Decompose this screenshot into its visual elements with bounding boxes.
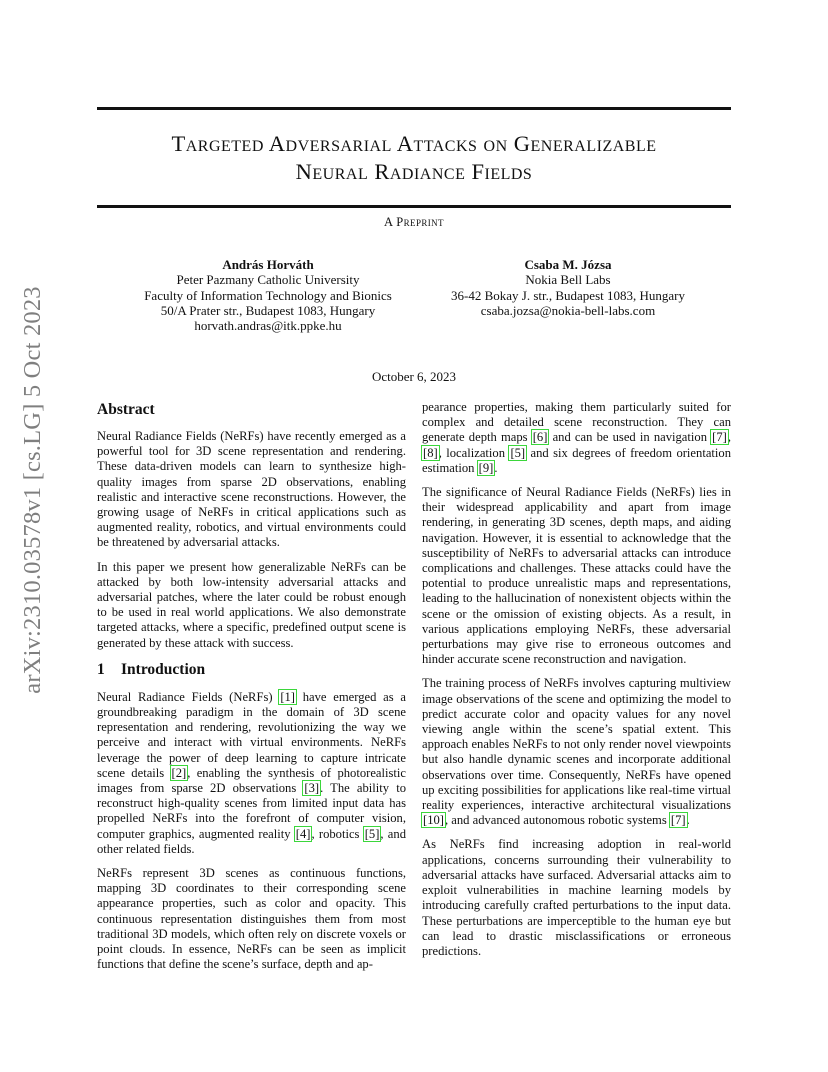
body-paragraph: [422, 676, 731, 828]
author-email: csaba.jozsa@nokia-bell-labs.com: [480, 302, 656, 318]
text-run: and can be used in navigation: [548, 430, 712, 445]
citation-link[interactable]: [7]: [712, 430, 727, 445]
body-paragraph: As NeRFs find increasing adoption in real-world applications, concerns surrounding their vulnerability to adversarial attacks have surfaced. Adversarial attacks aim to exploit vulnerabilities in machine learning models by introducing carefully crafted perturbations to the input data. These perturbations are imperceptible to the human eye but can lead to drastic misclassifications or erroneous predictions.: [422, 837, 731, 958]
section-number: 1: [97, 660, 105, 678]
text-run: , enabling the synthesis of photorealistic images from sparse 2D observations: [97, 765, 406, 796]
paper-title: [97, 130, 731, 186]
text-run: and six degrees of freedom orientation estimation: [422, 445, 731, 475]
author-address: 50/A Prater str., Budapest 1083, Hungary: [160, 302, 376, 318]
author-name: András Horváth: [222, 257, 314, 272]
citation-link[interactable]: [4]: [295, 826, 311, 841]
body-paragraph: The significance of Neural Radiance Fields (NeRFs) lies in their widespread applicability and apart from image rendering, in generating 3D scenes, depth maps, and aiding navigation. However, it is essential to acknowledge that the susceptibility of NeRFs to adversarial attacks can introduce complications and challenges. These attacks could have the potential to produce unrealistic maps and representations, leading to the hallucination of nonexistent objects within the scene or the omission of existing objects. As a result, in various applications employing NeRFs, these adversarial perturbations may give rise to erroneous outcomes and hinder accurate scene reconstruction and navigation.: [422, 485, 731, 667]
citation-link[interactable]: [9]: [478, 460, 494, 475]
abstract-paragraph: Neural Radiance Fields (NeRFs) have recently emerged as a powerful tool for 3D scene representation and rendering. These data-driven models can learn to synthesize high-quality images from sparse 2D observations, enabling realistic and interactive scene reconstructions. However, the growing usage of NeRFs in critical applications such as augmented reality, robotics, and virtual environments could be threatened by adversarial attacks.: [97, 429, 406, 550]
citation-link[interactable]: [7]: [670, 813, 686, 828]
citation-link[interactable]: [2]: [171, 765, 187, 780]
text-run: .: [686, 813, 690, 828]
text-run: , localization: [438, 445, 510, 460]
text-run: Neural Radiance Fields (NeRFs): [97, 689, 280, 704]
text-run: ,: [727, 430, 731, 445]
citation-link[interactable]: [3]: [304, 781, 320, 796]
section-heading-introduction: [97, 660, 406, 680]
arxiv-identifier: arXiv:2310.03578v1 [cs.LG] 5 Oct 2023: [19, 286, 46, 694]
author-affiliation: Peter Pazmany Catholic University: [176, 272, 360, 288]
text-run: The training process of NeRFs involves capturing multiview image observations of the scene and optimizing the model to predict accurate color and opacity values for any novel viewing angle within the scene’s spatial extent. This approach enables NeRFs to not only render novel viewpoints but also handle dynamic scenes and incorporate additional observations over time. Consequently, NeRFs have opened up exciting possibilities for applications like real-time virtual reality experiences, interactive architectural visualizations: [422, 676, 731, 813]
right-column: [422, 400, 731, 968]
preprint-label: A Preprint: [384, 215, 444, 229]
citation-link[interactable]: [5]: [364, 826, 380, 841]
title-rule-bottom: [97, 205, 731, 208]
body-paragraph: [422, 400, 731, 476]
citation-link[interactable]: [1]: [280, 689, 295, 704]
citation-link[interactable]: [10]: [423, 813, 444, 828]
author-name: Csaba M. Józsa: [524, 257, 612, 272]
title-line-2: Neural Radiance Fields: [295, 159, 533, 184]
title-rule-top: [97, 107, 731, 110]
citation-link[interactable]: [5]: [510, 445, 526, 460]
abstract-paragraph: In this paper we present how generalizable NeRFs can be attacked by both low-intensity adversarial attacks and adversarial patches, where the later could be robust enough to be used in real world applications. We also demonstrate targeted attacks, where a specific, predefined output scene is generated by these attack with success.: [97, 559, 406, 650]
author-block-1: [130, 257, 406, 333]
text-run: have emerged as a groundbreaking paradigm in the domain of 3D scene representation and rendering, revolutionizing the way we perceive and interact with virtual environments. NeRFs leverage the power of deep learning to capture intricate scene details: [97, 689, 406, 780]
author-affiliation: Nokia Bell Labs: [525, 272, 611, 288]
author-email: horvath.andras@itk.ppke.hu: [194, 318, 342, 334]
text-run: , robotics: [311, 826, 364, 841]
text-run: , and advanced autonomous robotic systems: [444, 813, 670, 828]
citation-link[interactable]: [8]: [423, 445, 438, 460]
publication-date: October 6, 2023: [371, 369, 457, 384]
section-title: Introduction: [121, 660, 206, 678]
text-run: .: [494, 460, 498, 475]
text-run: pearance properties, making them particularly suited for complex and detailed scene reconstruction. They can generate depth maps: [422, 400, 731, 445]
author-block-2: [440, 257, 696, 318]
body-paragraph: NeRFs represent 3D scenes as continuous functions, mapping 3D coordinates to their corresponding scene appearance properties, such as color and opacity. This continuous representation distinguishes them from most traditional 3D models, which often rely on discrete voxels or point clouds. In essence, NeRFs can be seen as implicit functions that define the scene’s surface, depth and ap-: [97, 866, 406, 972]
abstract-heading: Abstract: [97, 401, 155, 418]
author-address: 36-42 Bokay J. str., Budapest 1083, Hungary: [451, 287, 685, 303]
author-affiliation: Faculty of Information Technology and Bionics: [144, 287, 392, 303]
body-paragraph: [97, 690, 406, 857]
left-column: [97, 400, 406, 982]
text-run: , and other related fields.: [97, 826, 406, 856]
title-line-1: Targeted Adversarial Attacks on Generalizable: [171, 131, 657, 156]
text-run: . The ability to reconstruct high-quality scenes from limited input data has propelled NeRFs into the forefront of computer vision, computer graphics, augmented reality: [97, 781, 407, 841]
citation-link[interactable]: [6]: [532, 430, 548, 445]
